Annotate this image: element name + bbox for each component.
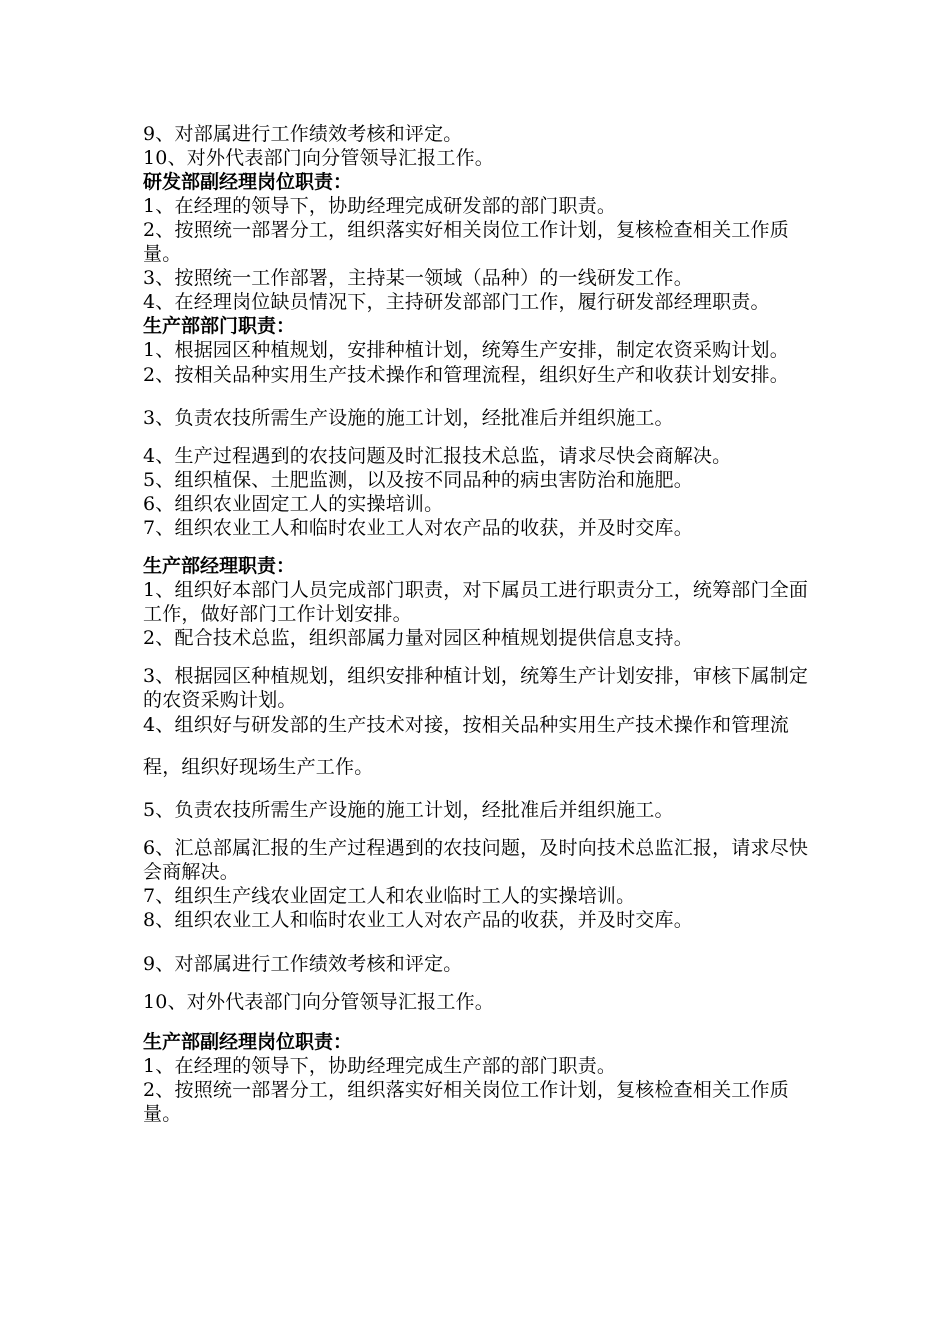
- prod-dept-heading: 生产部部门职责：: [143, 315, 296, 337]
- rd-deputy-heading: 研发部副经理岗位职责：: [143, 171, 353, 193]
- prod-dept-item-7: 7、组织农业工人和临时农业工人对农产品的收获，并及时交库。: [143, 517, 693, 539]
- prod-manager-heading: 生产部经理职责：: [143, 555, 296, 577]
- prod-manager-item-6: 6、汇总部属汇报的生产过程遇到的农技问题，及时向技术总监汇报，请求尽快会商解决。: [143, 837, 809, 883]
- prod-manager-item-8: 8、组织农业工人和临时农业工人对农产品的收获，并及时交库。: [143, 909, 693, 931]
- prod-manager-item-3: 3、根据园区种植规划，组织安排种植计划，统筹生产计划安排，审核下属制定的农资采购计划。: [143, 665, 809, 711]
- rd-deputy-item-1: 1、在经理的领导下，协助经理完成研发部的部门职责。: [143, 195, 617, 217]
- rd-dept-item-9: 9、对部属进行工作绩效考核和评定。: [143, 123, 463, 145]
- prod-manager-item-4: 4、组织好与研发部的生产技术对接，按相关品种实用生产技术操作和管理流程，组织好现场生产工作。: [143, 714, 789, 778]
- prod-dept-item-3: 3、负责农技所需生产设施的施工计划，经批准后并组织施工。: [143, 407, 674, 429]
- prod-deputy-heading: 生产部副经理岗位职责：: [143, 1031, 353, 1053]
- prod-dept-item-6: 6、组织农业固定工人的实操培训。: [143, 493, 444, 515]
- rd-dept-item-10: 10、对外代表部门向分管领导汇报工作。: [143, 147, 494, 169]
- prod-deputy-item-1: 1、在经理的领导下，协助经理完成生产部的部门职责。: [143, 1055, 617, 1077]
- prod-manager-item-2: 2、配合技术总监，组织部属力量对园区种植规划提供信息支持。: [143, 627, 693, 649]
- prod-manager-item-10: 10、对外代表部门向分管领导汇报工作。: [143, 991, 494, 1013]
- rd-deputy-item-2: 2、按照统一部署分工，组织落实好相关岗位工作计划，复核检查相关工作质量。: [143, 219, 789, 265]
- prod-dept-item-1: 1、根据园区种植规划，安排种植计划，统筹生产安排，制定农资采购计划。: [143, 339, 789, 361]
- document-page: [143, 122, 815, 1126]
- prod-manager-item-9: 9、对部属进行工作绩效考核和评定。: [143, 953, 463, 975]
- prod-dept-item-4: 4、生产过程遇到的农技问题及时汇报技术总监，请求尽快会商解决。: [143, 445, 732, 467]
- prod-deputy-item-2: 2、按照统一部署分工，组织落实好相关岗位工作计划，复核检查相关工作质量。: [143, 1079, 789, 1125]
- prod-manager-item-5: 5、负责农技所需生产设施的施工计划，经批准后并组织施工。: [143, 799, 674, 821]
- prod-dept-item-2: 2、按相关品种实用生产技术操作和管理流程，组织好生产和收获计划安排。: [143, 364, 789, 386]
- prod-dept-item-5: 5、组织植保、土肥监测，以及按不同品种的病虫害防治和施肥。: [143, 469, 693, 491]
- rd-deputy-item-4: 4、在经理岗位缺员情况下，主持研发部部门工作，履行研发部经理职责。: [143, 291, 770, 313]
- prod-manager-item-1: 1、组织好本部门人员完成部门职责，对下属员工进行职责分工，统筹部门全面工作，做好部门工作计划安排。: [143, 579, 809, 625]
- prod-manager-item-7: 7、组织生产线农业固定工人和农业临时工人的实操培训。: [143, 885, 636, 907]
- rd-deputy-item-3: 3、按照统一工作部署，主持某一领域（品种）的一线研发工作。: [143, 267, 693, 289]
